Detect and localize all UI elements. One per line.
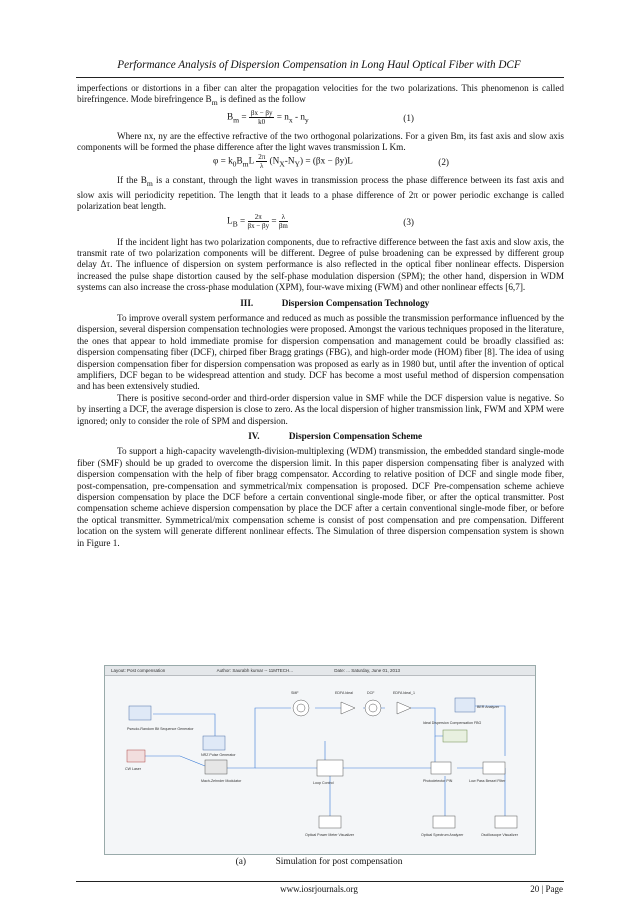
dcf-label: DCF [367,691,375,695]
nrz-label: NRZ Pulse Generator [201,753,236,757]
equation-number-3: (3) [403,216,414,227]
footer-rule [76,881,564,882]
fbg-label: Ideal Dispersion Compensation FBG [423,721,482,725]
body-text [77,83,564,549]
lpf-block [483,762,505,774]
edfa2-block [397,702,411,714]
paragraph-4: If the incident light has two polarization components, due to refractive difference between the fast axis and slow axis, the transmit rate of two polarization components will be different. Degree of pulse broadening can be expressed by different group delay Δτ. The influence of dispersion on system performance is also reflected in the optical fiber nonlinear effects. Dispersion increased the pulse shape distortion caused by the self-phase modulation dispersion (SPM); the other hand, dispersion in WDM systems can also increase the cross-phase modulation (XPM), four-wave mixing (FWM) and other nonlinear effects [6,7]. [77,236,564,293]
ber-block [455,698,475,712]
paragraph-5: To improve overall system performance and reduced as much as possible the transmission performance influenced by the dispersion, several dispersion compensation technologies were proposed. Amongst the various techniques proposed in the literature, the ones that appear to hold immediate promise for dispersion compensation and management could be broadly classified as: dispersion compensating fiber (DCF), chirped fiber Bragg gratings (FBG), and high-order mode (HOM) fiber [8]. The idea of using dispersion compensation fiber for dispersion compensation was proposed as early as in 1980 but, until after the invention of optical amplifiers, DCF began to be widespread attention and study. DCF has become a most useful method of dispersion compensation and has been extensively studied. [77,312,564,392]
loop-label: Loop Control [313,781,334,785]
equation-number-2: (2) [438,157,449,168]
paragraph-7: To support a high-capacity wavelength-division-multiplexing (WDM) transmission, the embedded standard single-mode fiber (SMF) should be up graded to overcome the dispersion limit. In this paper dispersion compensating fiber is analyzed with dispersion compensation with the help of fiber bragg compensator. According to relative position of DCF and single mode fiber, post-compensation, pre-compensation and symmetrical/mix compensation is proposed. DCF Pre-compensation scheme achieve dispersion compensation by place the DCF before a certain conventional single-mode fiber, or after the optical transmitter. Post compensation scheme achieve dispersion compensation by place the DCF after a certain conventional single-mode fiber, or before the optical transmitter. Symmetrical/mix compensation scheme is consist of post compensation and pre compensation. Different location on the system will generate different nonlinear effects. The Simulation of three dispersion compensation system is shown in Figure 1. [77,446,564,548]
edfa1-label: EDFA Ideal [335,691,353,695]
paragraph-3: If the $B_m$ is a constant, through the light waves in transmission process the phase difference between its fast axis and slow axis will periodicity repetition. The length that it leads to a phase difference of 2π or power periodic exchange is called polarization beat length. [77,175,564,212]
schematic-svg [105,676,535,854]
lpf-label: Low Pass Bessel Filter [469,779,506,783]
figure-title-bar: Layout: Post compensation Author: Saurabh kumar -- 11MTECH... Date: ... Saturday, June 01, 2013 [105,666,535,676]
paragraph-2: Where nx, ny are the effective refractive of the two orthogonal polarizations. For a given Bm, its fast axis and slow axis components will be formed the phase difference after the light waves transmission L Km. [77,130,564,153]
page-number: 20 | Page [530,884,563,894]
loop-block [317,760,343,776]
simulation-figure [104,665,536,855]
dcf-block [365,700,381,716]
cw-label: CW Laser [125,767,141,771]
equation-2: $\varphi = k_0B_mL$ $\frac{2\pi}{\lambda}$ $(N_X-N_Y) = (\beta x - \beta y)L$ (2) [213,153,449,171]
mz-label: Mach-Zehnder Modulator [201,779,242,783]
pm-label: Optical Power Meter Visualizer [305,833,355,837]
osc-label: Oscilloscope Visualizer [481,833,518,837]
pin-label: Photodetector PIN [423,779,453,783]
osa-label: Optical Spectrum Analyzer [421,833,464,837]
running-title: Performance Analysis of Dispersion Compensation in Long Haul Optical Fiber with DCF [117,59,521,71]
cw-block [127,750,145,762]
equation-3: $L_B$ = $\frac{2\pi}{\beta x - \beta y}$ = $\frac{\lambda}{\beta m}$ (3) [227,212,414,230]
mz-block [205,760,227,774]
paragraph-6: There is positive second-order and third-order dispersion value in SMF while the DCF dispersion value is negative. So by inserting a DCF, the average dispersion is close to zero. As the local dispersion of higher transmission link, FWM and XPM were ignored; only to consider the role of SPM and dispersion. [77,392,564,426]
figure-caption: (a) Simulation for post compensation [235,857,403,867]
footer-url[interactable]: www.iosrjournals.org [280,884,358,894]
smf-label: SMF [291,691,299,695]
paragraph-1: imperfections or distortions in a fiber can alter the propagation velocities for the two polarizations. This phenomenon is called birefringence. Mode birefringence $B_m$ is defined as the follow [77,83,564,108]
prbs-label: Pseudo-Random Bit Sequence Generator [127,727,194,731]
oscilloscope-block [495,816,517,828]
power-meter-block [319,816,341,828]
header-rule [76,77,564,78]
equation-1: $B_m$ = $\frac{\beta x - \beta y}{k0}$ = $n_x - n_y$ (1) [227,108,414,126]
smf-block [293,700,309,716]
equation-number-1: (1) [403,112,414,123]
section-heading-4: IV. Dispersion Compensation Scheme [248,431,423,441]
nrz-block [203,736,225,750]
edfa1-block [341,702,355,714]
pin-block [431,762,451,774]
fbg-block [443,730,467,742]
ber-label: BER Analyzer [477,705,500,709]
edfa2-label: EDFA Ideal_1 [393,691,415,695]
section-heading-3: III. Dispersion Compensation Technology [240,297,430,308]
osa-block [433,816,455,828]
prbs-block [129,706,151,720]
